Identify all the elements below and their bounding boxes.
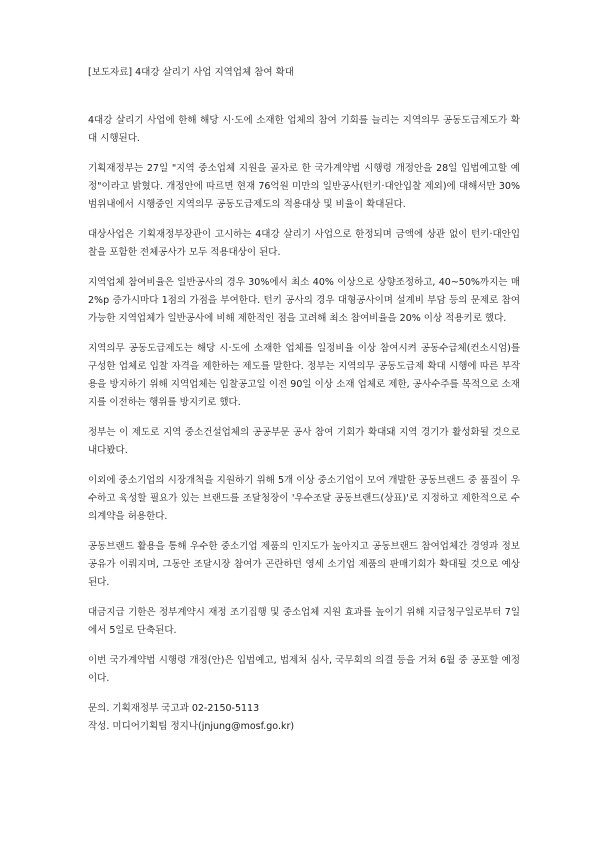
document-title: [보도자료] 4대강 살리기 사업 지역업체 참여 확대 xyxy=(88,67,294,78)
contact-block xyxy=(88,700,520,736)
paragraph-schedule: 이번 국가계약법 시행령 개정(안)은 입법예고, 법제처 심사, 국무회의 의결 등을 거쳐 6월 중 공포할 예정이다. xyxy=(88,655,520,684)
paragraph-amendment: 기획재정부는 27일 "지역 중소업체 지원을 골자로 한 국가계약법 시행령 개정안을 28일 입법예고할 예정"이라고 밝혔다. 개정안에 따르면 현재 76억원 미만의 일반공사(턴키·대안입찰 제외)에 대해서만 30% 범위내에서 시행중인 지역의무 공동도급제도의 적용대상 및 비율이 확대된다. xyxy=(88,163,520,210)
paragraph-expected-effect: 정부는 이 제도로 지역 중소건설업체의 공공부문 공사 참여 기회가 확대돼 지역 경기가 활성화될 것으로 내다봤다. xyxy=(88,427,520,456)
paragraph-target-projects: 대상사업은 기획재정부장관이 고시하는 4대강 살리기 사업으로 한정되며 금액에 상관 없이 턴키·대안입찰을 포함한 전체공사가 모두 적용대상이 된다. xyxy=(88,229,520,258)
paragraph-intro: 4대강 살리기 사업에 한해 해당 시·도에 소재한 업체의 참여 기회를 늘리는 지역의무 공동도급제도가 확대 시행된다. xyxy=(88,115,520,144)
paragraph-participation-ratio: 지역업체 참여비율은 일반공사의 경우 30%에서 최소 40% 이상으로 상향조정하고, 40~50%까지는 매 2%p 증가시마다 1점의 가점을 부여한다. 턴키 공사의 경우 대형공사이며 설계비 부담 등의 문제로 참여가능한 지역업체가 일반공사에 비해 제한적인 점을 고려해 최소 참여비율을 20% 이상 적용키로 했다. xyxy=(88,277,520,324)
paragraph-payment-deadline: 대금지급 기한은 정부계약시 재정 조기집행 및 중소업체 지원 효과를 높이기 위해 지급청구일로부터 7일에서 5일로 단축된다. xyxy=(88,607,520,636)
paragraph-joint-contract-definition: 지역의무 공동도급제도는 해당 시·도에 소재한 업체를 일정비율 이상 참여시켜 공동수급체(컨소시엄)를 구성한 업체로 입찰 자격을 제한하는 제도를 말한다. 정부는 지역의무 공동도급제 확대 시행에 따른 부작용을 방지하기 위해 지역업체는 입찰공고일 이전 90일 이상 소재 업체로 제한, 공사수주를 목적으로 소재지를 이전하는 행위를 방지키로 했다. xyxy=(88,343,520,408)
contact-author: 작성. 미디어기획팀 정지나(jnjung@mosf.go.kr) xyxy=(88,721,295,732)
press-release-document xyxy=(88,64,520,736)
paragraph-brand-effect: 공동브랜드 활용을 통해 우수한 중소기업 제품의 인지도가 높아지고 공동브랜드 참여업체간 경영과 정보 공유가 이뤄지며, 그동안 조달시장 참여가 곤란하던 영세 소기업 제품의 판매기회가 확대될 것으로 예상된다. xyxy=(88,541,520,588)
paragraph-joint-brand: 이외에 중소기업의 시장개척을 지원하기 위해 5개 이상 중소기업이 모여 개발한 공동브랜드 중 품질이 우수하고 육성할 필요가 있는 브랜드를 조달청장이 '우수조달 공동브랜드(상표)'로 지정하고 제한적으로 수의계약을 허용한다. xyxy=(88,475,520,522)
contact-inquiry: 문의. 기획재정부 국고과 02-2150-5113 xyxy=(88,703,260,714)
